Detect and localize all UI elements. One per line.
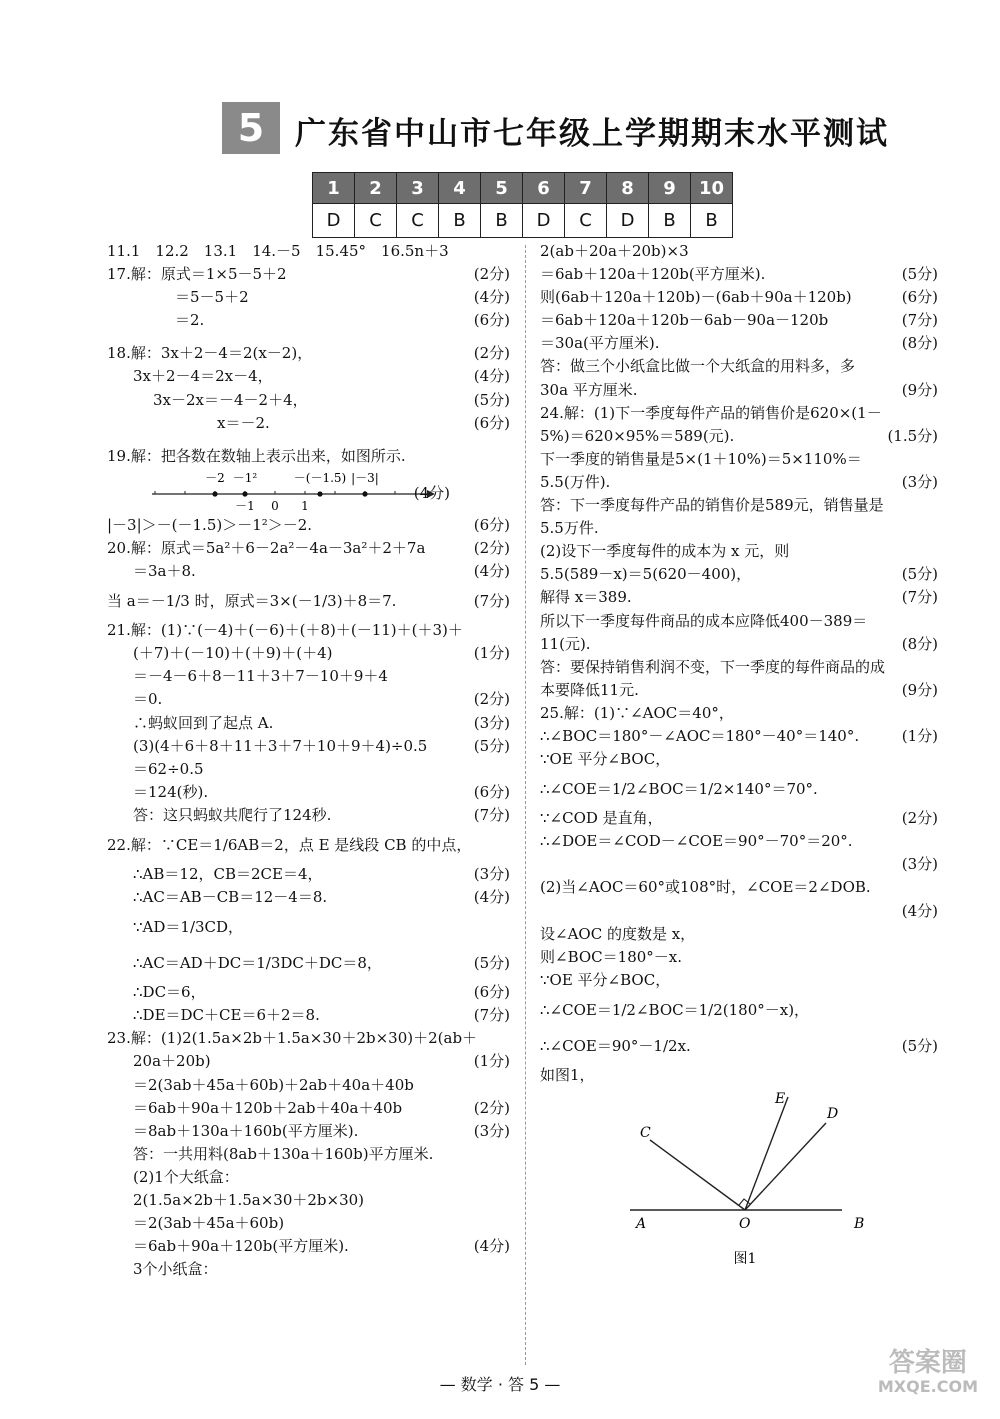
tick-label: 0 (271, 498, 279, 513)
solution-line (107, 1074, 510, 1097)
point-label: －2 (205, 470, 225, 485)
solution-line (107, 468, 510, 514)
line-text: ∴AC＝AB－CB＝12－4＝8. (133, 888, 328, 907)
answer-number-cell: 7 (565, 173, 607, 204)
line-text: ＝2(3ab＋45a＋60b)＋2ab＋40a＋40b (133, 1075, 414, 1094)
solution-line (107, 981, 510, 1004)
score-mark: (2分) (473, 344, 510, 363)
line-text: 答：这只蚂蚁共爬行了124秒. (133, 805, 332, 824)
line-text: ∵OE 平分∠BOC， (540, 750, 671, 769)
solution-line (107, 514, 510, 537)
solution-line (107, 1143, 510, 1166)
solution-line (540, 355, 938, 378)
score-mark: (2分) (473, 265, 510, 284)
answer-choice-cell: B (649, 204, 691, 238)
point-marker (362, 491, 367, 496)
watermark-logo: 答案圈 MXQE.COM (877, 1348, 978, 1396)
line-text: 17.解：原式＝1×5－5＋2 (107, 265, 287, 284)
line-text: 答：下一季度每件产品的销售价是589元，销售量是 (540, 496, 884, 515)
line-text: 22.解：∵CE＝1/6AB＝2，点 E 是线段 CB 的中点， (107, 835, 472, 854)
solution-line (107, 804, 510, 827)
line-text: (2)1个大纸盒： (133, 1167, 239, 1186)
solution-line (540, 586, 938, 609)
line-text: 则(6ab＋120a＋120b)－(6ab＋90a＋120b) (540, 288, 852, 307)
score-mark: (8分) (901, 634, 938, 653)
line-text: ∴∠DOE＝∠COD－∠COE＝90°－70°＝20°. (540, 832, 853, 851)
tick-label: 1 (301, 498, 309, 513)
solution-line (107, 863, 510, 886)
solution-line (540, 448, 938, 471)
left-column (107, 240, 510, 1281)
line-text: (2)当∠AOC＝60°或108°时，∠COE＝2∠DOB. (540, 878, 871, 897)
solution-line (540, 633, 938, 656)
figure-caption: 图1 (733, 1251, 757, 1267)
score-mark: (4分) (473, 562, 510, 581)
score-mark: (6分) (473, 413, 510, 432)
solution-line (107, 1212, 510, 1235)
score-mark: (5分) (473, 736, 510, 755)
solution-line (107, 583, 510, 619)
spacer (107, 435, 510, 445)
solution-line (107, 1258, 510, 1281)
line-text: 2(1.5a×2b＋1.5a×30＋2b×30) (133, 1191, 365, 1209)
line-text: ∴AC＝AD＋DC＝1/3DC＋DC＝8， (133, 954, 382, 973)
solution-line (107, 712, 510, 735)
solution-line (540, 969, 938, 992)
ray-od (745, 1123, 826, 1210)
score-mark: (7分) (473, 1006, 510, 1025)
line-text: ＝6ab＋120a＋120b(平方厘米). (540, 265, 766, 284)
solution-line (540, 610, 938, 633)
solution-line (107, 945, 510, 981)
answer-choice-cell: B (691, 204, 733, 238)
solution-line (107, 1004, 510, 1027)
line-text: 本要降低11元. (540, 680, 639, 699)
solution-line (107, 1027, 510, 1050)
line-text: 20a＋20b) (133, 1052, 211, 1071)
spacer (107, 332, 510, 342)
score-mark: (2分) (473, 538, 510, 557)
line-text: 25.解：(1)∵∠AOC＝40°， (540, 703, 734, 722)
score-mark: (5分) (901, 265, 938, 284)
line-text: 当 a＝－1/3 时，原式＝3×(－1/3)＋8＝7. (107, 592, 397, 611)
solution-line (540, 240, 938, 263)
solution-line (540, 748, 938, 771)
solution-line (540, 402, 938, 425)
score-mark: (3分) (901, 472, 938, 491)
answer-number-cell: 2 (355, 173, 397, 204)
solution-line (540, 494, 938, 517)
solution-line (107, 286, 510, 309)
solution-line (540, 679, 938, 702)
point-label: |－3| (351, 470, 379, 485)
score-mark: (6分) (473, 515, 510, 534)
score-mark: (1分) (473, 644, 510, 663)
score-mark: (2分) (473, 1098, 510, 1117)
answer-choice-cell: B (481, 204, 523, 238)
answer-number-cell: 10 (691, 173, 733, 204)
line-text: ∴∠BOC＝180°－∠AOC＝180°－40°＝140°. (540, 726, 860, 745)
solution-line (540, 540, 938, 563)
line-text: 所以下一季度每件商品的成本应降低400－389＝ (540, 611, 868, 630)
score-mark: (1分) (473, 1052, 510, 1071)
solution-line (540, 1064, 938, 1087)
solution-line (107, 642, 510, 665)
solution-line (107, 560, 510, 583)
score-mark: (9分) (901, 680, 938, 699)
score-mark: (5分) (901, 1036, 938, 1055)
right-column (540, 240, 938, 1087)
line-text: ＝－4－6＋8－11＋3＋7－10＋9＋4 (133, 667, 388, 686)
line-text: 则∠BOC＝180°－x. (540, 947, 683, 966)
solution-line (540, 263, 938, 286)
answer-choice-cell: D (523, 204, 565, 238)
solution-line (107, 309, 510, 332)
solution-line (107, 827, 510, 863)
point-label: －(－1.5) (293, 470, 347, 485)
column-divider (525, 245, 526, 1365)
line-text: ∴蚂蚁回到了起点 A. (133, 713, 274, 732)
solution-line (107, 781, 510, 804)
line-text: ∵∠COD 是直角， (540, 809, 663, 828)
solution-line (107, 389, 510, 412)
line-text: 20.解：原式＝5a²＋6－2a²－4a－3a²＋2＋7a (107, 538, 426, 557)
solution-line (107, 735, 510, 758)
solution-line (107, 1097, 510, 1120)
line-text: 21.解：(1)∵(－4)＋(－6)＋(＋8)＋(－11)＋(＋3)＋ (107, 621, 463, 640)
score-mark: (7分) (473, 592, 510, 611)
line-text: ＝2(3ab＋45a＋60b) (133, 1214, 285, 1233)
score-mark: (5分) (473, 954, 510, 973)
solution-line (107, 758, 510, 781)
solution-line (540, 771, 938, 807)
solution-line (107, 342, 510, 365)
solution-line (107, 412, 510, 435)
line-text: ＝124(秒). (133, 782, 209, 801)
score-mark: (3分) (901, 855, 938, 874)
line-text: (2)设下一季度每件的成本为 x 元，则 (540, 542, 790, 561)
line-text: ∴∠COE＝1/2∠BOC＝1/2×140°＝70°. (540, 780, 818, 799)
solution-line (107, 909, 510, 945)
score-mark: (2分) (473, 690, 510, 709)
score-mark: (3分) (473, 713, 510, 732)
solution-line (107, 1189, 510, 1212)
line-text: ∴∠COE＝1/2∠BOC＝1/2(180°－x)， (540, 1000, 810, 1019)
solution-line (540, 992, 938, 1028)
line-text: 23.解：(1)2(1.5a×2b＋1.5a×30＋2b×30)＋2(ab＋ (107, 1029, 478, 1048)
line-text: 5.5(589－x)＝5(620－400)， (540, 565, 752, 584)
line-text: ∴DC＝6， (133, 983, 206, 1002)
label-d: D (827, 1106, 839, 1122)
answer-choice-cell: C (355, 204, 397, 238)
tick-label: －1 (235, 498, 255, 513)
line-text: 解得 x＝389. (540, 588, 632, 607)
solution-line (107, 1050, 510, 1073)
solution-line (540, 853, 938, 876)
solution-line (107, 445, 510, 468)
line-text: ＝8ab＋130a＋160b(平方厘米). (133, 1121, 359, 1140)
score-mark: (4分) (473, 288, 510, 307)
label-b: B (854, 1216, 865, 1232)
solution-line (107, 537, 510, 560)
label-a: A (636, 1216, 647, 1232)
solution-line (107, 365, 510, 388)
line-text: 如图1， (540, 1065, 595, 1084)
line-text: ＝5－5＋2 (175, 288, 249, 307)
line-text: 11(元). (540, 634, 591, 653)
score-mark: (7分) (901, 311, 938, 330)
score-mark: (7分) (901, 588, 938, 607)
ray-oe (745, 1097, 788, 1210)
answer-choice-cell: C (397, 204, 439, 238)
solution-line (540, 656, 938, 679)
section-number-badge: 5 (222, 102, 280, 154)
point-marker (317, 491, 322, 496)
line-text: ∴DE＝DC＋CE＝6＋2＝8. (133, 1006, 320, 1025)
score-mark: (6分) (901, 288, 938, 307)
line-text: ＝62÷0.5 (133, 759, 204, 778)
line-text: ＝3a＋8. (133, 562, 196, 581)
solution-line (107, 665, 510, 688)
solution-line (540, 946, 938, 969)
answer-choice-cell: D (607, 204, 649, 238)
answer-number-cell: 1 (313, 173, 355, 204)
label-e: E (775, 1091, 786, 1107)
score-mark: (4分) (473, 367, 510, 386)
solution-line (540, 807, 938, 830)
line-text: 3个小纸盒： (133, 1260, 218, 1279)
score-mark: (2分) (901, 809, 938, 828)
solution-line (107, 688, 510, 711)
score-mark: (6分) (473, 782, 510, 801)
score-mark: (5分) (901, 565, 938, 584)
score-mark: (4分) (413, 483, 450, 502)
solution-line (540, 830, 938, 853)
solution-line (107, 1235, 510, 1258)
line-text: ＝6ab＋90a＋120b(平方厘米). (133, 1237, 349, 1256)
solution-line (540, 425, 938, 448)
score-mark: (9分) (901, 380, 938, 399)
score-mark: (3分) (473, 1121, 510, 1140)
page-title: 广东省中山市七年级上学期期末水平测试 (295, 116, 889, 152)
solution-line (540, 563, 938, 586)
line-text: 19.解：把各数在数轴上表示出来，如图所示. (107, 446, 406, 465)
line-text: 24.解：(1)下一季度每件产品的销售价是620×(1－ (540, 403, 882, 422)
line-text: 18.解：3x＋2－4＝2(x－2)， (107, 344, 313, 363)
solution-line (107, 619, 510, 642)
answer-number-cell: 4 (439, 173, 481, 204)
line-text: |－3|＞－(－1.5)＞－1²＞－2. (107, 515, 313, 534)
line-text: ＝6ab＋120a＋120b－6ab－90a－120b (540, 311, 829, 330)
line-text: 答：做三个小纸盒比做一个大纸盒的用料多，多 (540, 357, 856, 376)
solution-line (540, 286, 938, 309)
line-text: x＝－2. (217, 413, 270, 432)
answer-table (312, 172, 733, 238)
line-text: 3x－2x＝－4－2＋4， (153, 390, 308, 409)
answer-choice-cell: B (439, 204, 481, 238)
solution-line (540, 332, 938, 355)
solution-line (107, 886, 510, 909)
line-text: 下一季度的销售量是5×(1＋10%)＝5×110%＝ (540, 449, 862, 468)
line-text: ∵OE 平分∠BOC， (540, 970, 671, 989)
line-text: 11.1 12.2 13.1 14.－5 15.45° 16.5n＋3 (107, 242, 449, 260)
answer-number-cell: 9 (649, 173, 691, 204)
solution-line (540, 517, 938, 540)
line-text: 5.5(万件). (540, 472, 611, 491)
page-footer: — 数学 · 答 5 — (439, 1375, 561, 1394)
score-mark: (8分) (901, 334, 938, 353)
score-mark: (1分) (901, 726, 938, 745)
score-mark: (4分) (901, 901, 938, 920)
line-text: 2(ab＋20a＋20b)×3 (540, 242, 689, 260)
figure-1 (620, 1085, 880, 1270)
solution-line (540, 900, 938, 923)
solution-line (540, 876, 938, 899)
line-text: 答：一共用料(8ab＋130a＋160b)平方厘米. (133, 1144, 434, 1163)
line-text: 5.5万件. (540, 519, 599, 538)
score-mark: (5分) (473, 390, 510, 409)
solution-line (540, 309, 938, 332)
line-text: 3x＋2－4＝2x－4， (133, 367, 273, 386)
solution-line (107, 1166, 510, 1189)
answer-number-cell: 8 (607, 173, 649, 204)
line-text: ∴∠COE＝90°－1/2x. (540, 1036, 691, 1055)
solution-line (540, 1028, 938, 1064)
point-marker (212, 491, 217, 496)
line-text: (3)(4＋6＋8＋11＋3＋7＋10＋9＋4)÷0.5 (133, 736, 428, 755)
line-text: 设∠AOC 的度数是 x， (540, 924, 696, 943)
solution-line (540, 471, 938, 494)
solution-line (540, 725, 938, 748)
score-mark: (4分) (473, 888, 510, 907)
solution-line (540, 379, 938, 402)
line-text: ＝0. (133, 690, 163, 709)
score-mark: (3分) (473, 864, 510, 883)
solution-line (107, 1120, 510, 1143)
answer-choice-cell: C (565, 204, 607, 238)
score-mark: (6分) (473, 311, 510, 330)
ray-oc (650, 1140, 745, 1210)
solution-line (540, 923, 938, 946)
line-text: ∴AB＝12，CB＝2CE＝4， (133, 864, 323, 883)
line-text: 30a 平方厘米. (540, 380, 638, 399)
score-mark: (6分) (473, 983, 510, 1002)
line-text: 答：要保持销售利润不变，下一季度的每件商品的成 (540, 657, 886, 676)
line-text: ＝30a(平方厘米). (540, 334, 660, 353)
score-mark: (4分) (473, 1237, 510, 1256)
line-text: ＝6ab＋90a＋120b＋2ab＋40a＋40b (133, 1098, 403, 1117)
solution-line (107, 240, 510, 263)
line-text: (＋7)＋(－10)＋(＋9)＋(＋4) (133, 644, 333, 663)
label-c: C (640, 1125, 651, 1141)
score-mark: (1.5分) (887, 426, 938, 445)
label-o: O (739, 1216, 751, 1232)
answer-number-cell: 3 (397, 173, 439, 204)
line-text: ∵AD＝1/3CD， (133, 918, 244, 937)
line-text: 5%)＝620×95%＝589(元). (540, 426, 735, 445)
number-line (147, 468, 437, 514)
solution-line (107, 263, 510, 286)
answer-number-cell: 5 (481, 173, 523, 204)
answer-number-cell: 6 (523, 173, 565, 204)
point-marker (242, 491, 247, 496)
solution-line (540, 702, 938, 725)
point-label: －1² (232, 470, 258, 485)
score-mark: (7分) (473, 805, 510, 824)
answer-choice-cell: D (313, 204, 355, 238)
line-text: ＝2. (175, 311, 205, 330)
